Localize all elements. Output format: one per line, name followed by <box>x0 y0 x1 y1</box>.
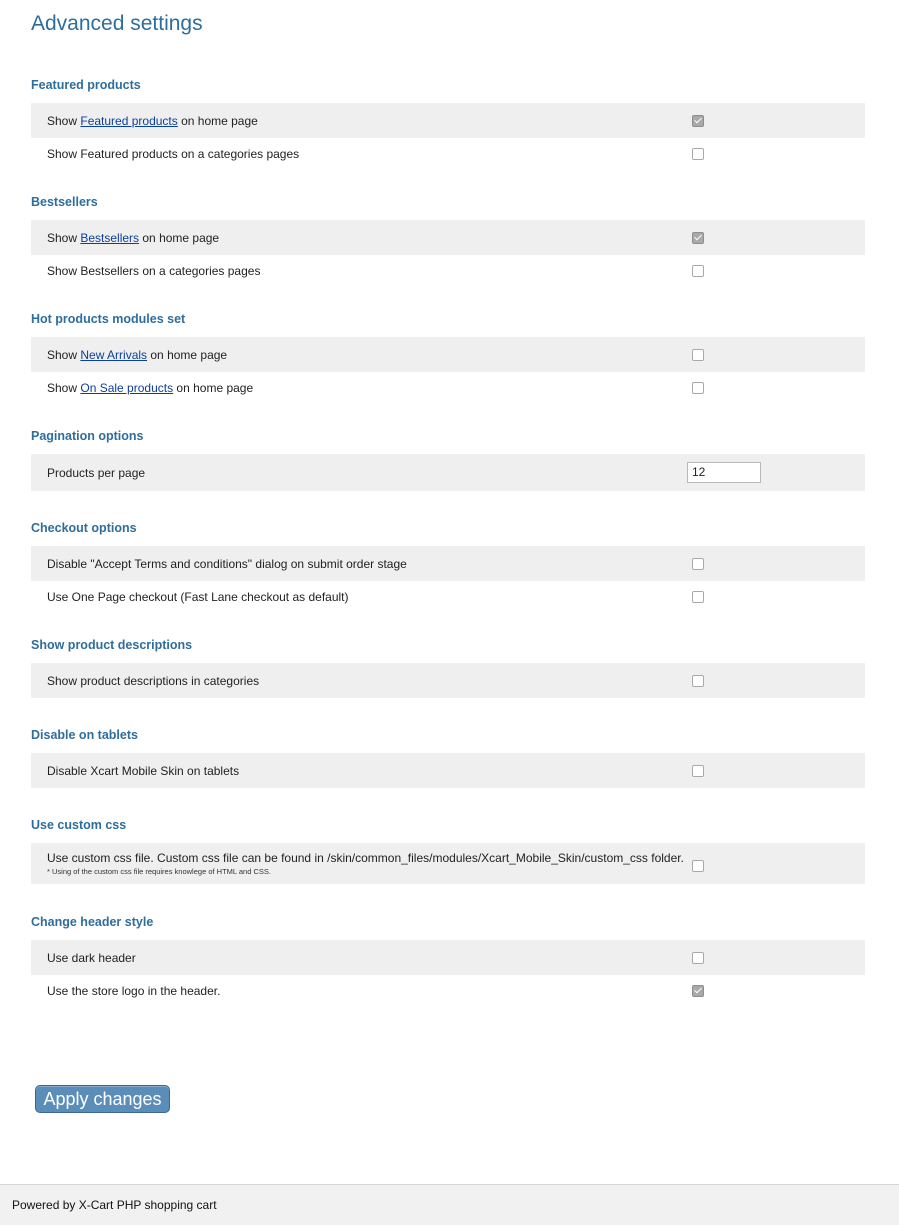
setting-label <box>47 348 227 362</box>
section-hot-products <box>31 309 865 403</box>
footer <box>0 1184 899 1225</box>
setting-row-bestsellers-categories <box>31 255 865 286</box>
page-title: Advanced settings <box>31 12 203 35</box>
setting-row-featured-home <box>31 103 865 138</box>
one-page-checkout-checkbox[interactable] <box>692 591 704 603</box>
setting-label: Show Bestsellers on a categories pages <box>47 263 261 278</box>
setting-row-on-sale <box>31 372 865 403</box>
setting-label: Show Featured products on a categories pages <box>47 146 300 161</box>
section-custom-css <box>31 815 865 884</box>
descriptions-checkbox[interactable] <box>692 675 704 687</box>
setting-label: Use dark header <box>47 950 136 965</box>
section-tablets <box>31 725 865 788</box>
setting-row-store-logo <box>31 975 865 1006</box>
store-logo-checkbox[interactable] <box>692 985 704 997</box>
section-title: Use custom css <box>31 818 127 832</box>
section-header-style <box>31 912 865 1006</box>
custom-css-note: * Using of the custom css file requires knowlege of HTML and CSS. <box>47 867 271 876</box>
section-title: Bestsellers <box>31 195 98 209</box>
section-title: Show product descriptions <box>31 638 193 652</box>
section-title: Disable on tablets <box>31 728 138 742</box>
featured-products-link[interactable]: Featured products <box>80 113 178 128</box>
setting-row-products-per-page <box>31 454 865 491</box>
setting-label <box>47 231 219 245</box>
label-prefix: Show <box>47 113 81 128</box>
on-sale-products-link[interactable]: On Sale products <box>80 380 174 395</box>
section-product-descriptions <box>31 635 865 698</box>
setting-row-bestsellers-home <box>31 220 865 255</box>
label-prefix: Show <box>47 380 81 395</box>
setting-row-new-arrivals <box>31 337 865 372</box>
featured-home-checkbox[interactable] <box>692 115 704 127</box>
setting-row-featured-categories <box>31 138 865 169</box>
section-title: Checkout options <box>31 521 137 535</box>
setting-label <box>47 851 684 876</box>
section-title: Hot products modules set <box>31 312 186 326</box>
featured-categories-checkbox[interactable] <box>692 148 704 160</box>
bestsellers-link[interactable]: Bestsellers <box>80 230 140 245</box>
section-title: Featured products <box>31 78 141 92</box>
setting-row-one-page-checkout <box>31 581 865 612</box>
setting-row-dark-header <box>31 940 865 975</box>
section-bestsellers <box>31 192 865 286</box>
section-featured-products <box>31 75 865 169</box>
on-sale-checkbox[interactable] <box>692 382 704 394</box>
setting-row-custom-css <box>31 843 865 884</box>
label-prefix: Show <box>47 230 81 245</box>
label-suffix: on home page <box>173 380 254 395</box>
disable-terms-checkbox[interactable] <box>692 558 704 570</box>
products-per-page-input[interactable] <box>687 462 761 483</box>
section-title: Change header style <box>31 915 154 929</box>
apply-changes-button[interactable]: Apply changes <box>35 1085 170 1113</box>
setting-row-descriptions <box>31 663 865 698</box>
dark-header-checkbox[interactable] <box>692 952 704 964</box>
setting-label: Use One Page checkout (Fast Lane checkout as default) <box>47 589 349 604</box>
label-suffix: on home page <box>139 230 220 245</box>
bestsellers-home-checkbox[interactable] <box>692 232 704 244</box>
tablets-checkbox[interactable] <box>692 765 704 777</box>
label-prefix: Show <box>47 347 81 362</box>
section-title: Pagination options <box>31 429 144 443</box>
setting-row-tablets <box>31 753 865 788</box>
new-arrivals-link[interactable]: New Arrivals <box>80 347 148 362</box>
bestsellers-categories-checkbox[interactable] <box>692 265 704 277</box>
label-suffix: on home page <box>147 347 228 362</box>
setting-label <box>47 381 253 395</box>
footer-text: Powered by X-Cart PHP shopping cart <box>12 1198 217 1212</box>
setting-label: Disable Xcart Mobile Skin on tablets <box>47 763 240 778</box>
setting-label: Disable "Accept Terms and conditions" dialog on submit order stage <box>47 556 407 571</box>
setting-label: Use the store logo in the header. <box>47 983 221 998</box>
setting-label: Show product descriptions in categories <box>47 673 260 688</box>
section-checkout <box>31 518 865 612</box>
new-arrivals-checkbox[interactable] <box>692 349 704 361</box>
section-pagination <box>31 426 865 491</box>
label-suffix: on home page <box>177 113 258 128</box>
setting-row-disable-terms <box>31 546 865 581</box>
custom-css-label: Use custom css file. Custom css file can be found in /skin/common_files/modules/Xcart_Mobile_Skin/custom_css folder. <box>47 851 684 865</box>
custom-css-checkbox[interactable] <box>692 860 704 872</box>
setting-label <box>47 114 258 128</box>
setting-label: Products per page <box>47 465 146 480</box>
